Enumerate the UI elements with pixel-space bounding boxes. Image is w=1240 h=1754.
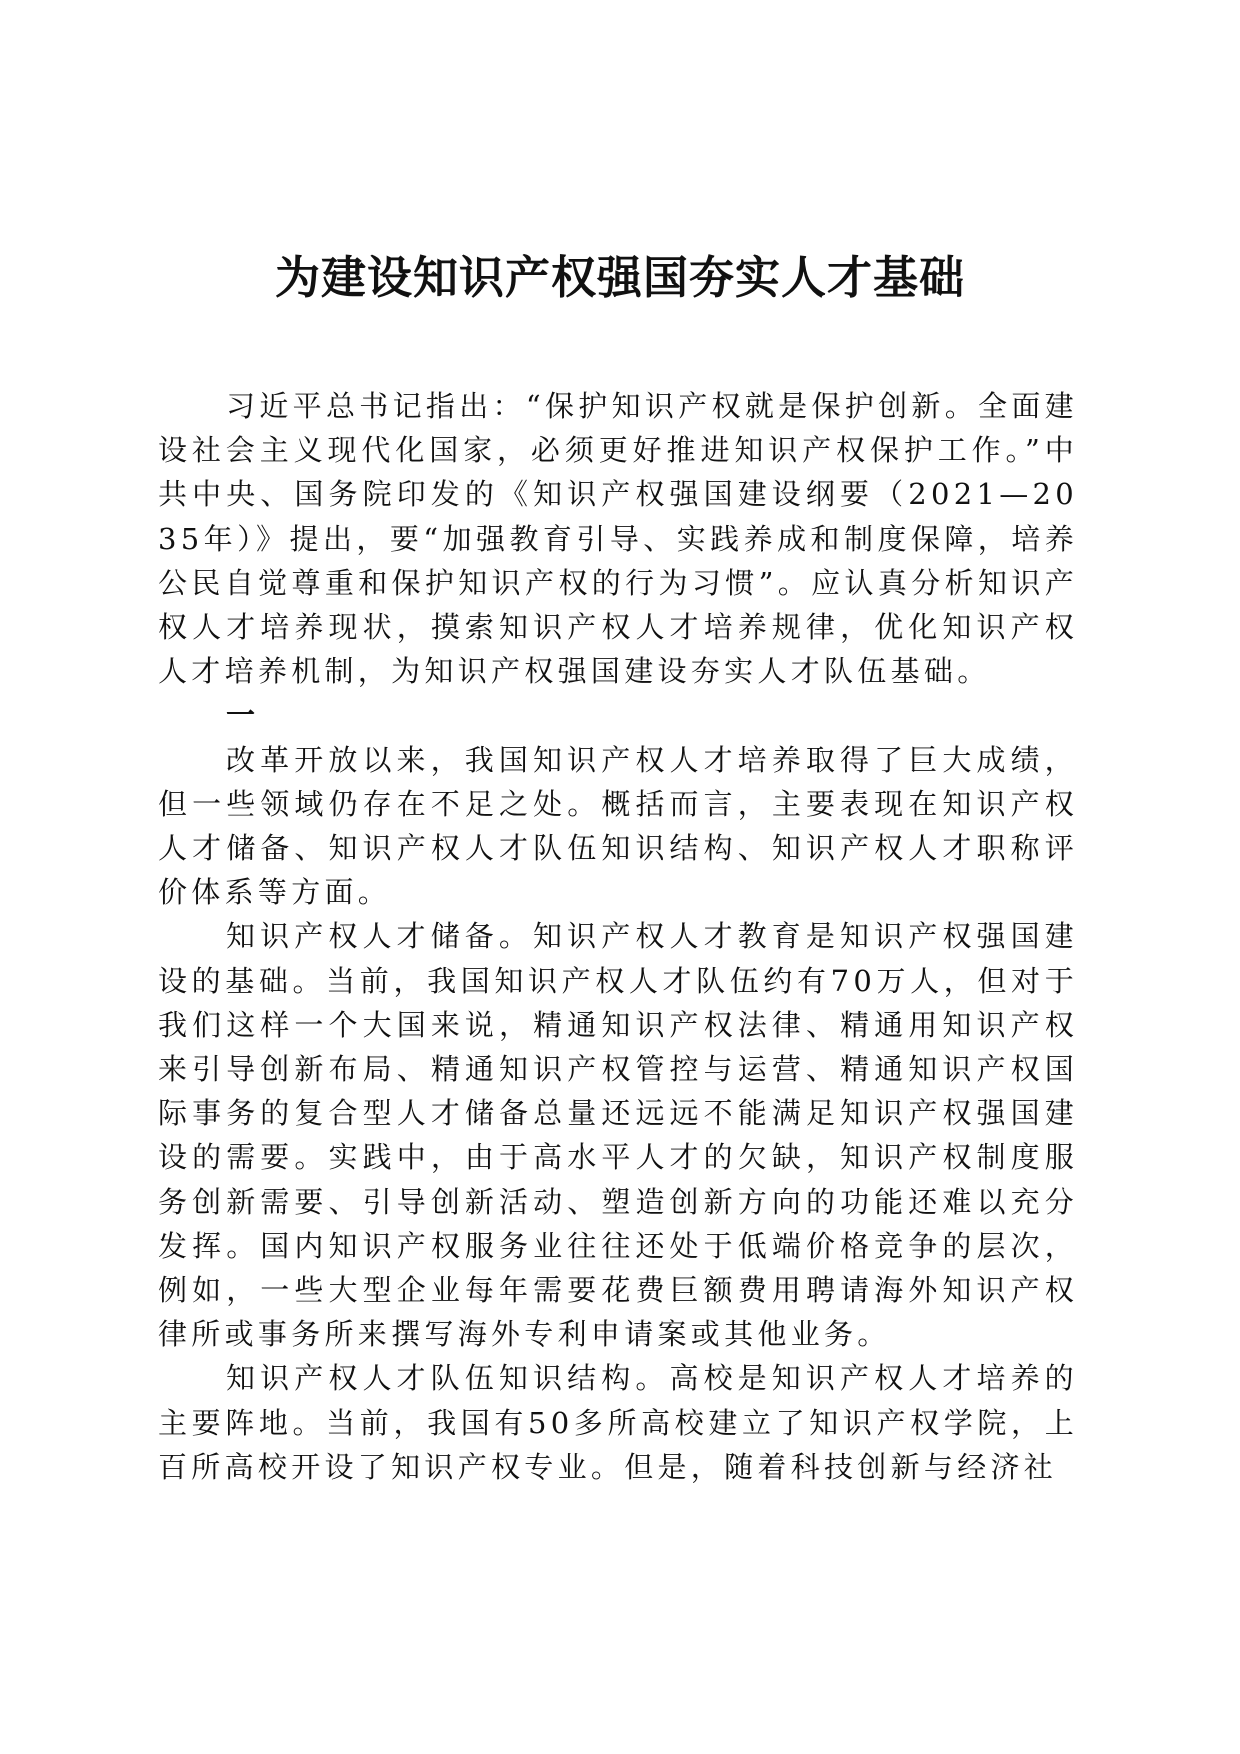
paragraph-talent-reserve: 知识产权人才储备。知识产权人才教育是知识产权强国建设的基础。当前，我国知识产权人才队伍约有70万人，但对于我们这样一个大国来说，精通知识产权法律、精通用知识产权来引导创新布局、精通知识产权管控与运营、精通知识产权国际事务的复合型人才储备总量还远远不能满足知识产权强国建设的需要。实践中，由于高水平人才的欠缺，知识产权制度服务创新需要、引导创新活动、塑造创新方向的功能还难以充分发挥。国内知识产权服务业往往还处于低端价格竞争的层次，例如，一些大型企业每年需要花费巨额费用聘请海外知识产权律所或事务所来撰写海外专利申请案或其他业务。 [158,919,1078,1352]
paragraph-overview: 改革开放以来，我国知识产权人才培养取得了巨大成绩，但一些领域仍存在不足之处。概括而言，主要表现在知识产权人才储备、知识产权人才队伍知识结构、知识产权人才职称评价体系等方面。 [158,742,1078,910]
section-number-one: 一 [226,698,256,733]
paragraph-knowledge-structure: 知识产权人才队伍知识结构。高校是知识产权人才培养的主要阵地。当前，我国有50多所高校建立了知识产权学院，上百所高校开设了知识产权专业。但是，随着科技创新与经济社 [158,1361,1078,1484]
document-body [158,384,1078,1489]
paragraph-intro: 习近平总书记指出：“保护知识产权就是保护创新。全面建设社会主义现代化国家，必须更好推进知识产权保护工作。”中共中央、国务院印发的《知识产权强国建设纲要（2021—2035年）》提出，要“加强教育引导、实践养成和制度保障，培养公民自觉尊重和保护知识产权的行为习惯”。应认真分析知识产权人才培养现状，摸索知识产权人才培养规律，优化知识产权人才培养机制，为知识产权强国建设夯实人才队伍基础。 [158,389,1078,689]
document-title: 为建设知识产权强国夯实人才基础 [274,251,965,304]
